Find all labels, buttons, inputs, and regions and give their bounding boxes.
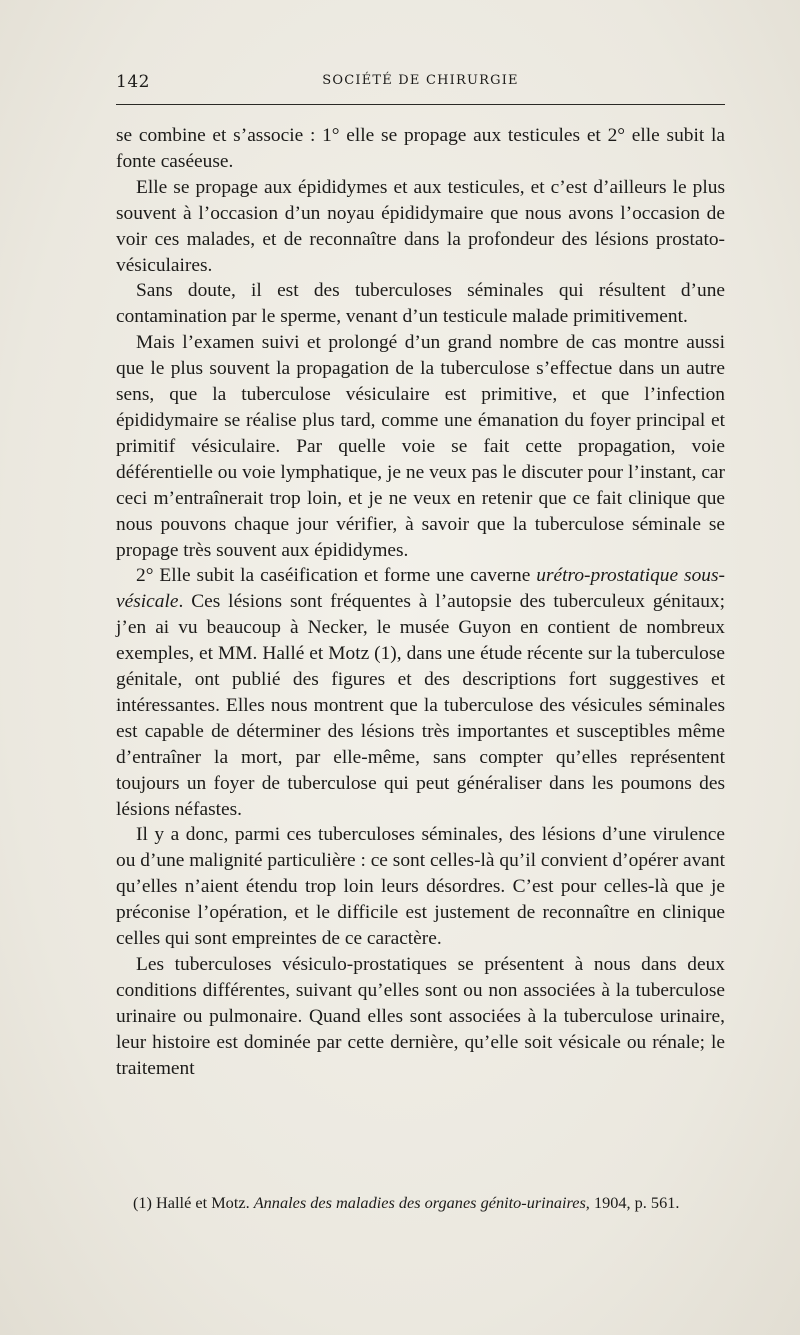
- paragraph-5-lead: 2° Elle subit la caséification et forme une caverne: [136, 565, 537, 587]
- paragraph-5: [116, 563, 725, 822]
- paragraph-3: Sans doute, il est des tuberculoses séminales qui résultent d’une contamination par le sperme, venant d’un testicule malade primitivement.: [116, 280, 725, 328]
- body-text: [116, 123, 725, 1082]
- paragraph-2: Elle se propage aux épididymes et aux testicules, et c’est d’ailleurs le plus souvent à l’occasion d’un noyau épididymaire que nous avons l’occasion de voir ces malades, et de reconnaître dans la profondeur des lésions prostato-vésiculaires.: [116, 176, 725, 276]
- footnote-text: [116, 1191, 725, 1215]
- paragraph-4: Mais l’examen suivi et prolongé d’un grand nombre de cas montre aussi que le plus souvent la propagation de la tuberculose s’effectue dans un autre sens, que la tuberculose vésiculaire est primitive, et que l’infection épididymaire se réalise plus tard, comme une émanation du foyer principal et primitif vésiculaire. Par quelle voie se fait cette propagation, voie déférentielle ou voie lymphatique, je ne veux pas le discuter pour l’instant, car ceci m’entraînerait trop loin, et je ne veux en retenir que ce fait clinique que nous pouvons chaque jour vérifier, à savoir que la tuberculose séminale se propage très souvent aux épididymes.: [116, 332, 725, 561]
- paragraph-7: Les tuberculoses vésiculo-prostatiques se présentent à nous dans deux conditions différentes, suivant qu’elles sont ou non associées à la tuberculose urinaire ou pulmonaire. Quand elles sont associées à la tuberculose urinaire, leur histoire est dominée par cette dernière, qu’elle soit vésicale ou rénale; le traitement: [116, 954, 725, 1079]
- paragraph-1: se combine et s’associe : 1° elle se propage aux testicules et 2° elle subit la fonte caséeuse.: [116, 125, 725, 172]
- header-rule: [116, 104, 725, 105]
- footnote-rest: , 1904, p. 561.: [585, 1193, 680, 1212]
- page-header: [116, 72, 725, 94]
- paragraph-5-rest: . Ces lésions sont fréquentes à l’autopsie des tuberculeux génitaux; j’en ai vu beaucoup à Necker, le musée Guyon en contient de nombreux exemples, et MM. Hallé et Motz (1), dans une étude récente sur la tuberculose génitale, ont publié des figures et des descriptions fort suggestives et intéressantes. Elles nous montrent que la tuberculose des vésicules séminales est capable de déterminer des lésions très importantes et susceptibles même d’entraîner la mort, par elle-même, sans compter qu’elles représentent toujours un foyer de tuberculose qui peut généraliser dans les poumons des lésions néfastes.: [116, 591, 725, 820]
- footnote-lead: (1) Hallé et Motz.: [133, 1193, 254, 1212]
- paragraph-5-italic: urétro-prostatique sous-vésicale: [116, 565, 725, 613]
- page-number: 142: [116, 72, 150, 92]
- running-title: SOCIÉTÉ DE CHIRURGIE: [322, 73, 519, 88]
- paragraph-6: Il y a donc, parmi ces tuberculoses séminales, des lésions d’une virulence ou d’une malignité particulière : ce sont celles-là qu’il convient d’opérer avant qu’elles n’aient étendu trop loin leurs désordres. C’est pour celles-là que je préconise l’opération, et le difficile est justement de reconnaître en clinique celles qui sont empreintes de ce caractère.: [116, 824, 725, 950]
- footnote: [116, 1191, 725, 1215]
- footnote-journal-title: Annales des maladies des organes génito-urinaires: [253, 1193, 586, 1212]
